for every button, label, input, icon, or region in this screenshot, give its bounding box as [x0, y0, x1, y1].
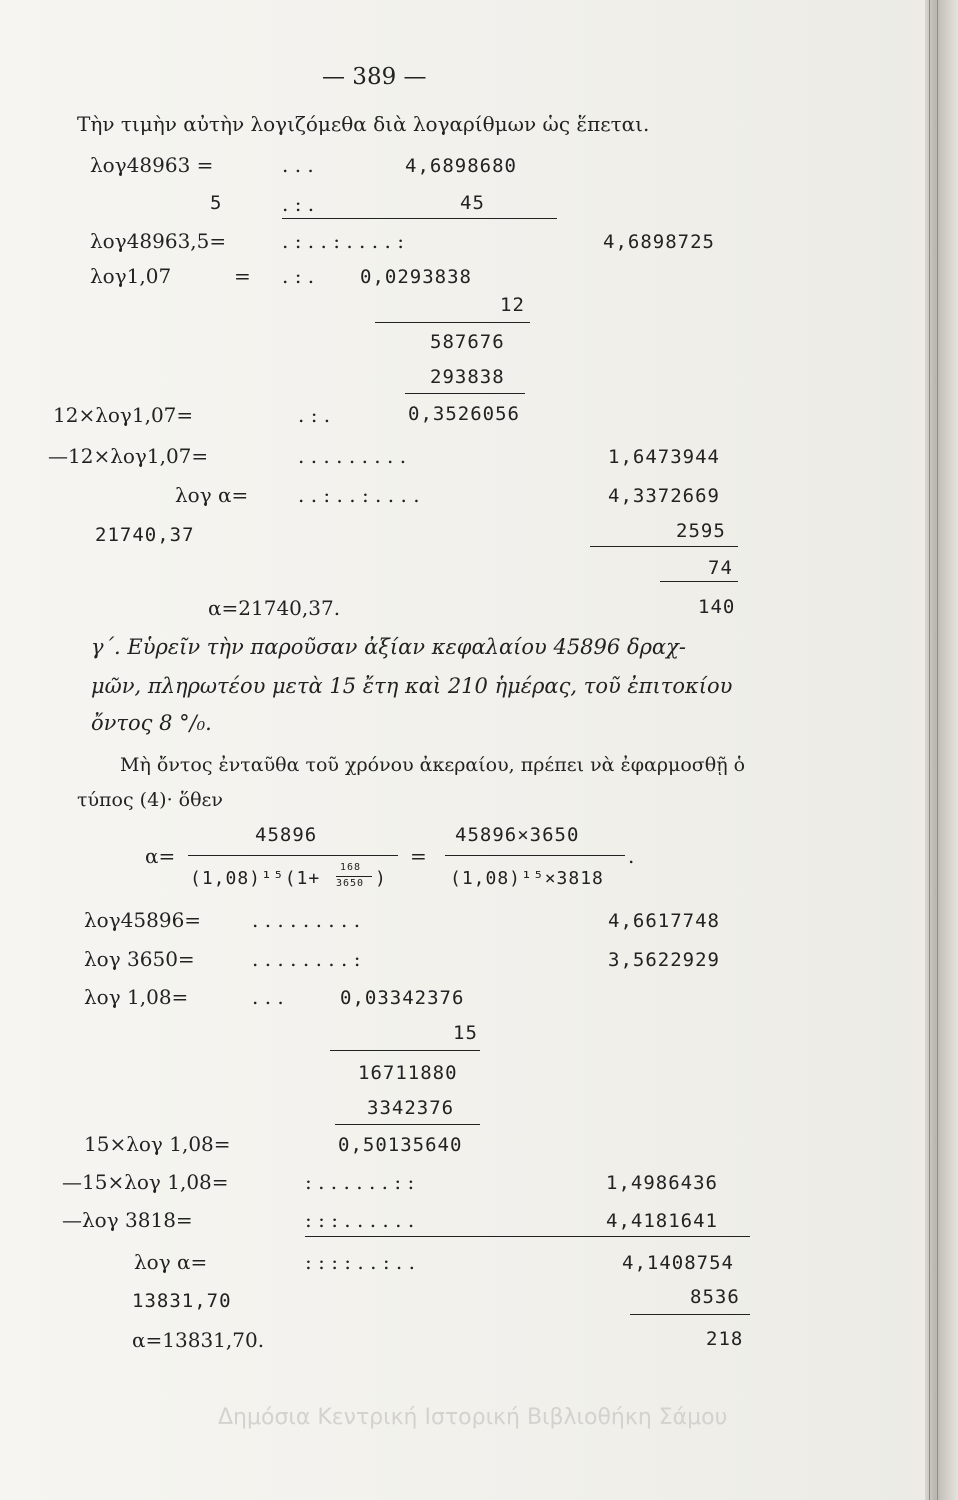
b1-r5-value: 0,3526056 — [408, 403, 520, 425]
text2-line-2: τύπος (4)· ὅθεν — [77, 789, 223, 811]
b1-r7-value: 4,3372669 — [608, 485, 720, 507]
b2-r1-value: 4,6617748 — [608, 910, 720, 932]
b1-r3-label: λογ48963,5= — [90, 229, 227, 253]
problem-line-1: γ΄. Εὑρεῖν τὴν παροῦσαν ἀξίαν κεφαλαίου 45896 δραχ- — [91, 635, 686, 659]
formula-den-1-close: ) — [375, 868, 387, 889]
b2-r3-dots: . . . — [252, 985, 284, 1009]
formula-den-1-frac-bar — [336, 876, 372, 877]
b1-r6-value: 1,6473944 — [608, 446, 720, 468]
problem-line-2: μῶν, πληρωτέου μετὰ 15 ἔτη καὶ 210 ἡμέρας, τοῦ ἐπιτοκίου — [91, 674, 733, 698]
b2-rule-3 — [305, 1236, 750, 1237]
b1-r4-label: λογ1,07 — [90, 264, 172, 288]
b2-r1-dots: . . . . . . . . . — [252, 908, 361, 932]
formula-den-1: (1,08)¹⁵(1+ — [190, 868, 321, 889]
b1-r4-dots: . : . — [282, 264, 315, 288]
b2-partial-2: 3342376 — [367, 1097, 455, 1119]
formula-lhs: α= — [145, 844, 176, 868]
formula-den-1-frac-den: 3650 — [336, 878, 365, 889]
b2-r4-value: 0,50135640 — [338, 1134, 463, 1156]
b2-multiplier: 15 — [453, 1022, 478, 1044]
b2-r5-dots: : . . . . . . : : — [305, 1170, 415, 1194]
intro-text: Τὴν τιμὴν αὐτὴν λογιζόμεθα διὰ λογαρίθμων ὡς ἕπεται. — [77, 112, 650, 136]
b1-r2-dots: . : . — [282, 192, 315, 216]
b1-r4-value: 0,0293838 — [360, 266, 472, 288]
b1-rule-3 — [405, 393, 525, 394]
b2-r7-value: 4,1408754 — [622, 1252, 734, 1274]
b1-r6-dots: . . . . . . . . . — [298, 444, 407, 468]
b2-r6-value: 4,4181641 — [606, 1210, 718, 1232]
b1-r6-label: —12×λογ1,07= — [48, 444, 209, 468]
formula-bar-1 — [188, 855, 398, 856]
formula-bar-2 — [445, 855, 625, 856]
b1-rule-2 — [375, 322, 530, 323]
b2-r8-value: 8536 — [690, 1286, 740, 1308]
b2-r5-label: —15×λογ 1,08= — [62, 1170, 229, 1194]
b2-r1-label: λογ45896= — [84, 908, 202, 932]
b1-r8-left: 21740,37 — [95, 524, 195, 546]
b2-r8-left: 13831,70 — [132, 1290, 232, 1312]
text2-line-1: Μὴ ὄντος ἐνταῦθα τοῦ χρόνου ἀκεραίου, πρέπει νὰ ἐφαρμοσθῇ ὁ — [120, 754, 746, 776]
b1-r5-dots: . : . — [298, 403, 331, 427]
b2-r2-label: λογ 3650= — [84, 947, 195, 971]
b2-result: α=13831,70. — [132, 1328, 265, 1352]
b1-result: α=21740,37. — [208, 596, 341, 620]
library-watermark: Δημόσια Κεντρική Ιστορική Βιβλιοθήκη Σάμου — [218, 1405, 728, 1430]
formula-end: . — [628, 844, 635, 868]
b2-r7-dots: : : : : . . : . . — [305, 1250, 415, 1274]
b1-r4-eq: = — [234, 264, 251, 288]
b2-rule-2 — [335, 1124, 480, 1125]
b2-r4-label: 15×λογ 1,08= — [84, 1132, 231, 1156]
problem-line-3: ὄντος 8 °/₀. — [91, 711, 212, 735]
b2-r5-value: 1,4986436 — [606, 1172, 718, 1194]
b1-r2-label: 5 — [210, 192, 223, 214]
b1-r8-value: 2595 — [676, 520, 726, 542]
page-edge — [925, 0, 958, 1500]
b1-r5-label: 12×λογ1,07= — [53, 403, 194, 427]
b2-rule-1 — [330, 1050, 480, 1051]
b2-r3-label: λογ 1,08= — [84, 985, 189, 1009]
formula-den-1-frac-num: 168 — [340, 862, 362, 873]
page-number: — 389 — — [322, 64, 427, 90]
b2-rule-4 — [630, 1314, 750, 1315]
b2-r6-label: —λογ 3818= — [62, 1208, 193, 1232]
formula-eq: = — [410, 844, 427, 868]
formula-num-2: 45896×3650 — [455, 824, 580, 846]
b1-r2-value: 45 — [460, 192, 485, 214]
b2-partial-1: 16711880 — [358, 1062, 458, 1084]
formula-num-1: 45896 — [255, 824, 318, 846]
b1-partial-1: 587676 — [430, 331, 505, 353]
b1-r3-dots: . : . . : . . . . : — [282, 229, 404, 253]
b1-r9-value: 74 — [708, 557, 733, 579]
b1-rule-4 — [590, 546, 738, 547]
b1-rule-5 — [660, 581, 738, 582]
b1-r7-label: λογ α= — [175, 483, 249, 507]
b2-r2-value: 3,5622929 — [608, 949, 720, 971]
b1-r1-dots: . . . — [282, 153, 314, 177]
b1-r1-label: λογ48963 = — [90, 153, 214, 177]
b1-partial-2: 293838 — [430, 366, 505, 388]
b2-r6-dots: : : : . . . . . . — [305, 1208, 415, 1232]
b2-r2-dots: . . . . . . . . : — [252, 947, 361, 971]
b1-r3-value: 4,6898725 — [603, 231, 715, 253]
b1-r10-value: 140 — [698, 596, 736, 618]
b2-r9-value: 218 — [706, 1328, 744, 1350]
b2-r7-label: λογ α= — [134, 1250, 208, 1274]
b1-r7-dots: . . : . . : . . . . — [298, 483, 420, 507]
b1-r1-value: 4,6898680 — [405, 155, 517, 177]
b2-r3-value: 0,03342376 — [340, 987, 465, 1009]
formula-den-2: (1,08)¹⁵×3818 — [450, 868, 604, 889]
b1-multiplier: 12 — [500, 294, 525, 316]
b1-rule-1 — [282, 218, 557, 219]
